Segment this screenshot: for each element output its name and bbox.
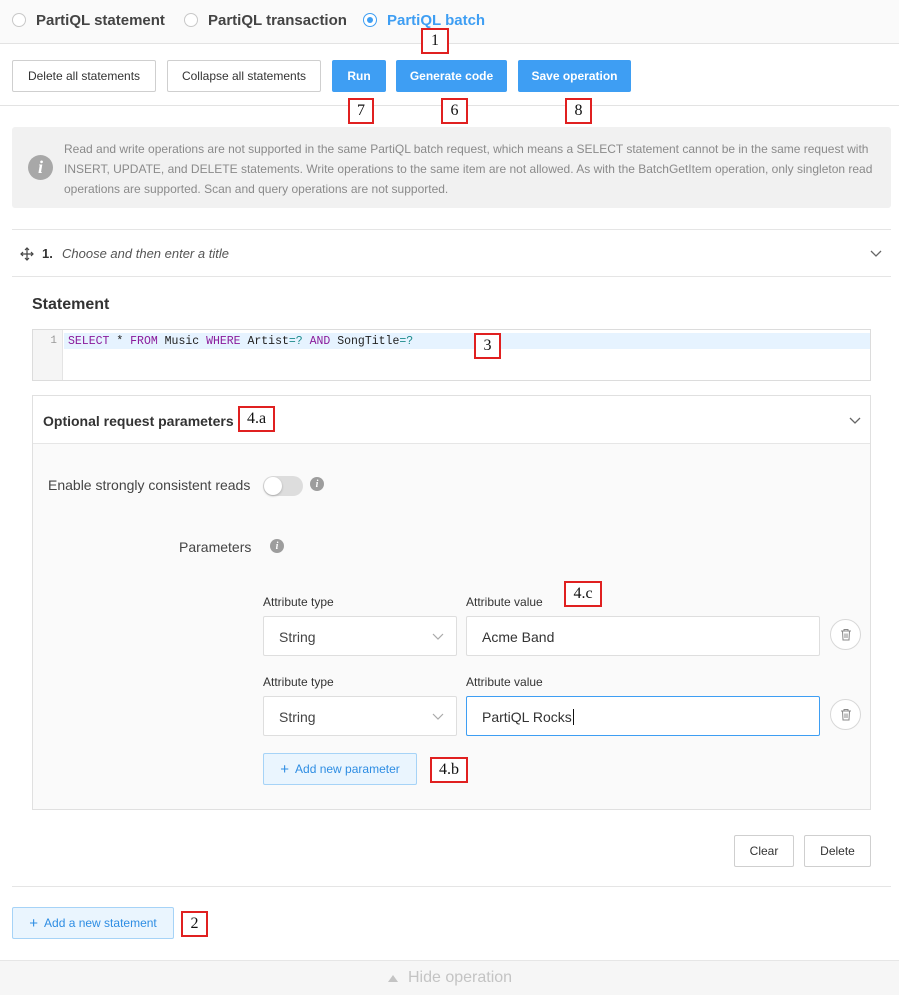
parameters-label: Parameters	[179, 539, 252, 555]
optional-params-header[interactable]	[33, 396, 870, 444]
annotation-marker: 8	[565, 98, 592, 124]
code-token: SongTitle	[330, 335, 400, 348]
attribute-value-label: Attribute value	[466, 595, 543, 609]
statement-title[interactable]: Choose and then enter a title	[62, 246, 229, 261]
delete-all-statements-button[interactable]: Delete all statements	[12, 60, 156, 92]
drag-move-icon[interactable]	[20, 247, 34, 261]
info-text: Read and write operations are not supported in the same PartiQL batch request, which means a SELECT statement cannot be in the same request with INSERT, UPDATE, and DELETE statements. Write operations to the same item are not allowed. As with the BatchGetItem operation, only singleton read operations are supported. Scan and query operations are not supported.	[64, 142, 873, 196]
code-operator: =?	[399, 335, 414, 348]
code-keyword: AND	[309, 335, 331, 348]
attribute-type-select[interactable]	[263, 616, 457, 656]
statement-header[interactable]	[12, 229, 891, 277]
radio-label: PartiQL batch	[387, 11, 486, 29]
add-new-statement-button[interactable]	[12, 907, 174, 939]
run-button[interactable]: Run	[332, 60, 386, 92]
attribute-value-input[interactable]	[466, 616, 820, 656]
collapse-all-statements-button[interactable]: Collapse all statements	[167, 60, 321, 92]
code-text[interactable]	[68, 335, 413, 348]
input-value	[482, 709, 574, 725]
hide-operation-bar	[0, 960, 899, 995]
divider	[12, 886, 891, 887]
attribute-type-select[interactable]	[263, 696, 457, 736]
delete-parameter-button[interactable]	[830, 699, 861, 730]
hide-operation-label: Hide operation	[408, 969, 513, 986]
radio-circle-selected	[363, 13, 377, 27]
chevron-down-icon	[432, 633, 444, 641]
plus-icon: +	[280, 760, 290, 778]
input-value: Acme Band	[482, 629, 555, 645]
chevron-down-icon[interactable]	[849, 417, 861, 425]
annotation-marker: 7	[348, 98, 374, 124]
info-icon[interactable]: i	[270, 539, 284, 553]
button-label: Add a new statement	[44, 916, 157, 930]
button-label: Add new parameter	[295, 762, 400, 776]
clear-button[interactable]: Clear	[734, 835, 794, 867]
attribute-value-input[interactable]	[466, 696, 820, 736]
radio-label: PartiQL statement	[36, 11, 165, 29]
code-operator: =?	[288, 335, 303, 348]
generate-code-button[interactable]: Generate code	[396, 60, 507, 92]
code-token: Music	[157, 335, 207, 348]
code-keyword: FROM	[130, 335, 158, 348]
optional-params-title: Optional request parameters	[43, 413, 234, 429]
consistent-reads-toggle[interactable]	[263, 476, 303, 496]
annotation-marker: 4.c	[564, 581, 602, 607]
toolbar	[0, 44, 899, 106]
statement-number: 1.	[42, 246, 53, 261]
info-banner	[12, 127, 891, 208]
code-token	[303, 335, 310, 348]
add-new-parameter-button[interactable]	[263, 753, 417, 785]
info-icon: i	[28, 155, 53, 180]
consistent-reads-label: Enable strongly consistent reads	[48, 477, 251, 493]
optional-request-parameters-panel	[32, 395, 871, 810]
code-keyword: WHERE	[206, 335, 241, 348]
code-token: *	[109, 335, 131, 348]
save-operation-button[interactable]: Save operation	[518, 60, 631, 92]
radio-circle	[12, 13, 26, 27]
radio-label: PartiQL transaction	[208, 11, 347, 29]
chevron-down-icon[interactable]	[870, 250, 882, 258]
attribute-value-label: Attribute value	[466, 675, 543, 689]
trash-icon	[840, 708, 852, 721]
attribute-type-label: Attribute type	[263, 595, 334, 609]
radio-circle	[184, 13, 198, 27]
annotation-marker: 2	[181, 911, 208, 937]
editor-gutter	[33, 330, 63, 380]
text-caret	[573, 709, 574, 725]
annotation-marker: 4.a	[238, 406, 275, 432]
select-value: String	[279, 629, 316, 645]
caret-up-icon	[388, 975, 398, 982]
line-number: 1	[50, 335, 57, 347]
hide-operation-button[interactable]	[388, 969, 512, 987]
statement-section-label: Statement	[32, 296, 110, 313]
radio-partiql-transaction[interactable]	[184, 11, 347, 29]
annotation-marker: 4.b	[430, 757, 468, 783]
delete-parameter-button[interactable]	[830, 619, 861, 650]
info-icon[interactable]: i	[310, 477, 324, 491]
trash-icon	[840, 628, 852, 641]
annotation-marker: 6	[441, 98, 468, 124]
attribute-type-label: Attribute type	[263, 675, 334, 689]
statement-code-editor[interactable]	[32, 329, 871, 381]
plus-icon: +	[29, 914, 39, 932]
code-token: Artist	[240, 335, 289, 348]
select-value: String	[279, 709, 316, 725]
delete-button[interactable]: Delete	[804, 835, 871, 867]
annotation-marker: 1	[421, 28, 449, 54]
mode-selector	[0, 0, 899, 44]
radio-partiql-batch[interactable]	[363, 11, 485, 29]
chevron-down-icon	[432, 713, 444, 721]
radio-partiql-statement[interactable]	[12, 11, 165, 29]
input-value-text: PartiQL Rocks	[482, 709, 572, 725]
code-keyword: SELECT	[68, 335, 110, 348]
annotation-marker: 3	[474, 333, 501, 359]
